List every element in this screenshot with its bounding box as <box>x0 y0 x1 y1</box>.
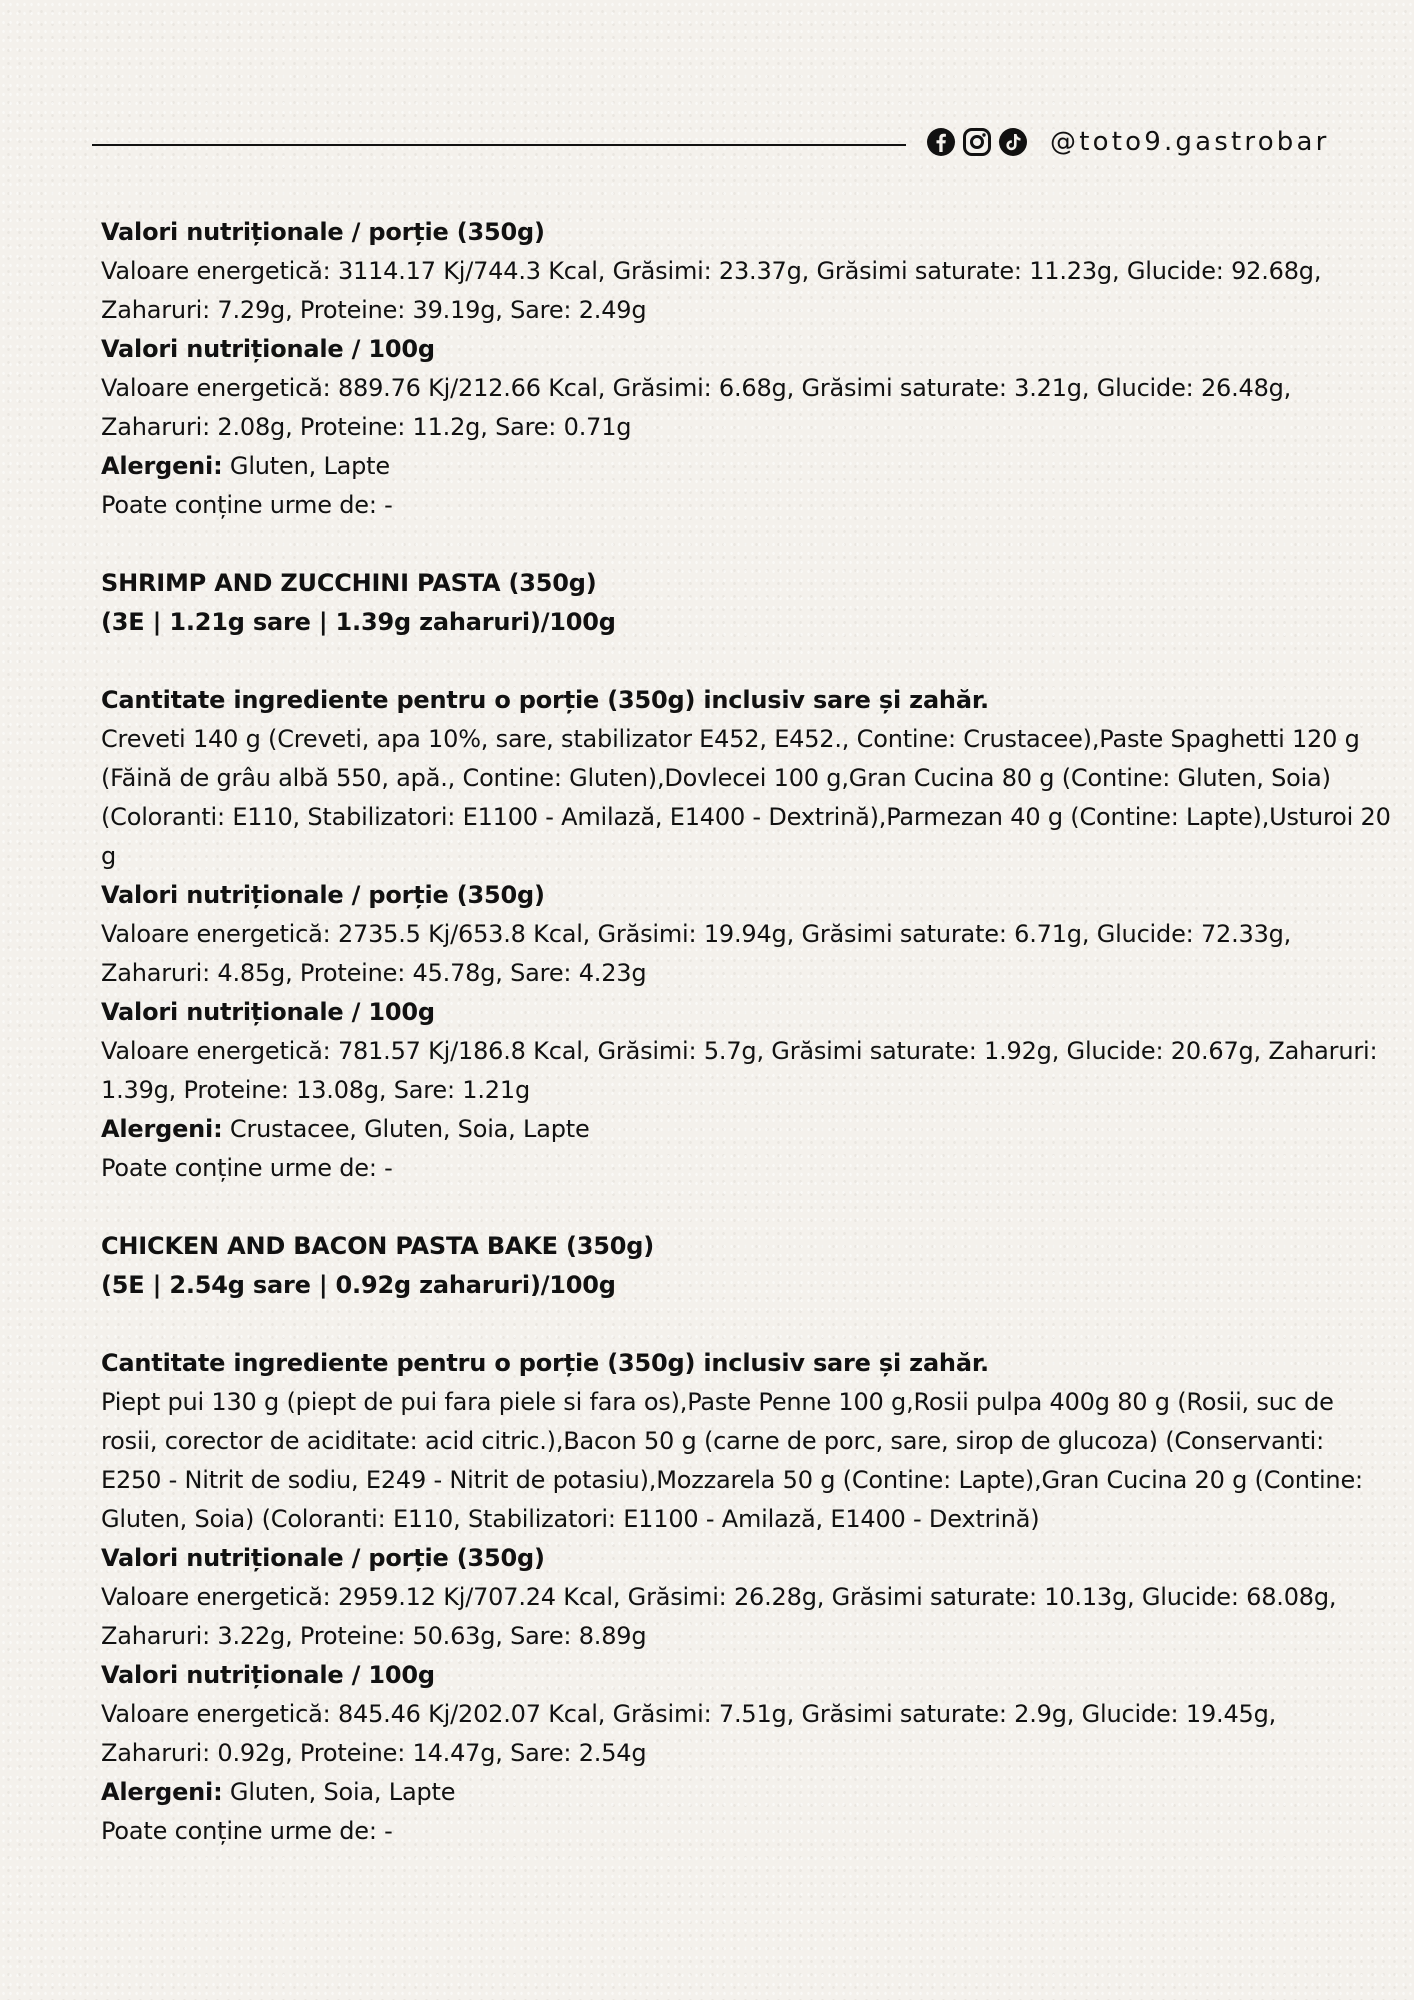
portion-values: Valoare energetică: 3114.17 Kj/744.3 Kcal, Grăsimi: 23.37g, Grăsimi saturate: 11.23g, Glucide: 92.68g, Zaharuri: 7.29g, Proteine: 39.19g, Sare: 2.49g <box>101 257 1322 324</box>
dish-subtitle: (3E | 1.21g sare | 1.39g zaharuri)/100g <box>101 608 616 636</box>
allergens-list: Gluten, Soia, Lapte <box>229 1778 456 1806</box>
portion-values: Valoare energetică: 2735.5 Kj/653.8 Kcal, Grăsimi: 19.94g, Grăsimi saturate: 6.71g, Glucide: 72.33g, Zaharuri: 4.85g, Proteine: 45.78g, Sare: 4.23g <box>101 920 1292 987</box>
per100-values: Valoare energetică: 781.57 Kj/186.8 Kcal, Grăsimi: 5.7g, Grăsimi saturate: 1.92g, Glucide: 20.67g, Zaharuri: 1.39g, Proteine: 13.08g, Sare: 1.21g <box>101 1037 1378 1104</box>
dish-subtitle: (5E | 2.54g sare | 0.92g zaharuri)/100g <box>101 1271 616 1299</box>
per100-values: Valoare energetică: 845.46 Kj/202.07 Kcal, Grăsimi: 7.51g, Grăsimi saturate: 2.9g, Glucide: 19.45g, Zaharuri: 0.92g, Proteine: 14.47g, Sare: 2.54g <box>101 1700 1277 1767</box>
nutrition-document <box>101 213 1391 1851</box>
allergens-list: Crustacee, Gluten, Soia, Lapte <box>229 1115 590 1143</box>
ingredients-heading: Cantitate ingrediente pentru o porție (350g) inclusiv sare și zahăr. <box>101 1349 989 1377</box>
per100-heading: Valori nutriționale / 100g <box>101 335 435 363</box>
allergens-list: Gluten, Lapte <box>229 452 390 480</box>
traces-line: Poate conține urme de: - <box>101 491 393 519</box>
allergens-label: Alergeni: <box>101 452 223 480</box>
ingredients-heading: Cantitate ingrediente pentru o porție (350g) inclusiv sare și zahăr. <box>101 686 989 714</box>
portion-heading: Valori nutriționale / porție (350g) <box>101 1544 545 1572</box>
ingredients-text: Piept pui 130 g (piept de pui fara piele si fara os),Paste Penne 100 g,Rosii pulpa 400g 80 g (Rosii, suc de rosii, corector de aciditate: acid citric.),Bacon 50 g (carne de porc, sare, sirop de glucoza) (Conservanti: E250 - Nitrit de sodiu, E249 - Nitrit de potasiu),Mozzarela 50 g (Contine: Lapte),Gran Cucina 20 g (Contine: Gluten, Soia) (Coloranti: E110, Stabilizatori: E1100 - Amilază, E1400 - Dextrină) <box>101 1388 1363 1533</box>
traces-line: Poate conține urme de: - <box>101 1817 393 1845</box>
dish-title: SHRIMP AND ZUCCHINI PASTA (350g) <box>101 569 597 597</box>
ingredients-text: Creveti 140 g (Creveti, apa 10%, sare, stabilizator E452, E452., Contine: Crustacee),Paste Spaghetti 120 g (Făină de grâu albă 550, apă., Contine: Gluten),Dovlecei 100 g,Gran Cucina 80 g (Contine: Gluten, Soia) (Coloranti: E110, Stabilizatori: E1100 - Amilază, E1400 - Dextrină),Parmezan 40 g (Contine: Lapte),Usturoi 20 g <box>101 725 1391 870</box>
per100-values: Valoare energetică: 889.76 Kj/212.66 Kcal, Grăsimi: 6.68g, Grăsimi saturate: 3.21g, Glucide: 26.48g, Zaharuri: 2.08g, Proteine: 11.2g, Sare: 0.71g <box>101 374 1292 441</box>
header-rule <box>92 144 906 146</box>
tiktok-icon[interactable] <box>998 127 1028 157</box>
continued-dish-section <box>101 213 1391 525</box>
allergens-label: Alergeni: <box>101 1778 223 1806</box>
dish-section <box>101 1227 1391 1851</box>
dish-section <box>101 564 1391 1188</box>
allergens-label: Alergeni: <box>101 1115 223 1143</box>
portion-heading: Valori nutriționale / porție (350g) <box>101 218 545 246</box>
per100-heading: Valori nutriționale / 100g <box>101 998 435 1026</box>
social-handle[interactable]: @toto9.gastrobar <box>1050 127 1330 157</box>
section-spacer <box>101 525 1391 564</box>
portion-heading: Valori nutriționale / porție (350g) <box>101 881 545 909</box>
dish-title: CHICKEN AND BACON PASTA BAKE (350g) <box>101 1232 655 1260</box>
allergens-line <box>101 447 1391 486</box>
section-spacer <box>101 1188 1391 1227</box>
allergens-line <box>101 1110 1391 1149</box>
facebook-icon[interactable] <box>926 127 956 157</box>
portion-values: Valoare energetică: 2959.12 Kj/707.24 Kcal, Grăsimi: 26.28g, Grăsimi saturate: 10.13g, Glucide: 68.08g, Zaharuri: 3.22g, Proteine: 50.63g, Sare: 8.89g <box>101 1583 1337 1650</box>
per100-heading: Valori nutriționale / 100g <box>101 1661 435 1689</box>
instagram-icon[interactable] <box>962 127 992 157</box>
traces-line: Poate conține urme de: - <box>101 1154 393 1182</box>
social-bar <box>926 124 1330 160</box>
allergens-line <box>101 1773 1391 1812</box>
